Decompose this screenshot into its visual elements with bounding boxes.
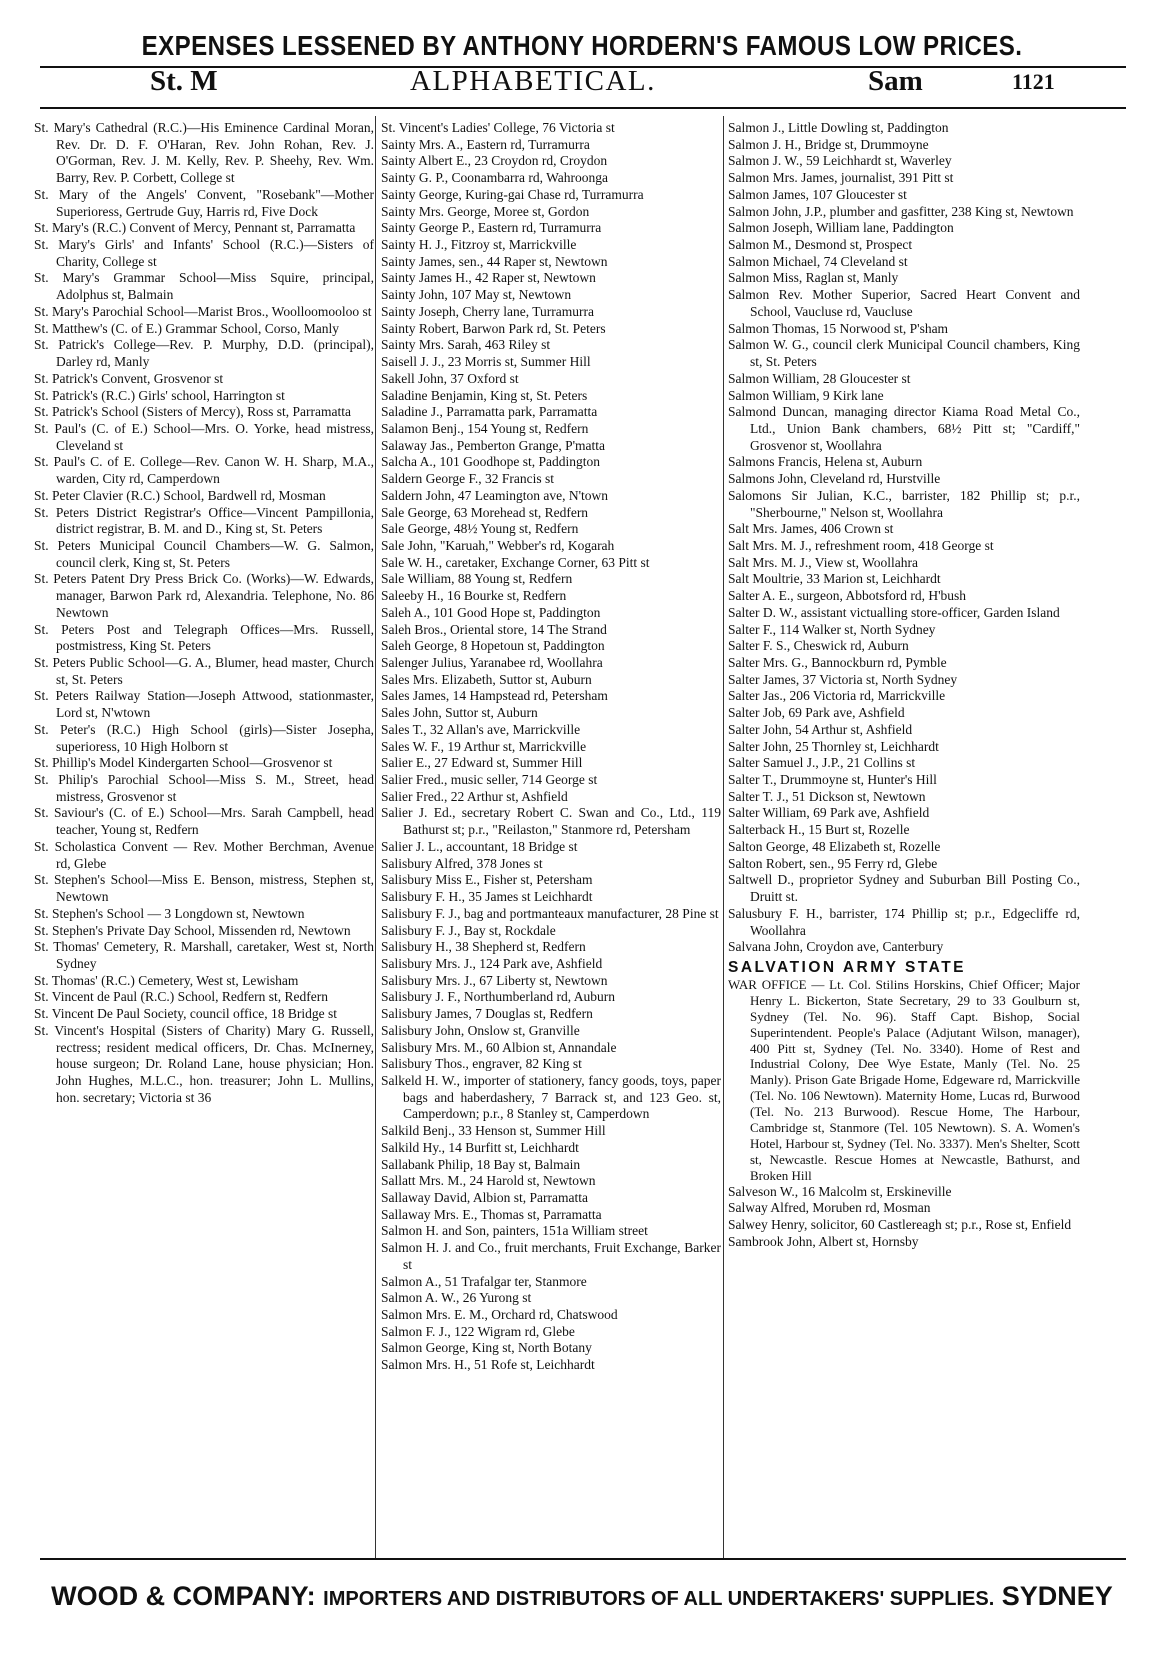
- directory-entry: Salter F., 114 Walker st, North Sydney: [728, 621, 936, 637]
- directory-entry: Salmon Mrs. H., 51 Rofe st, Leichhardt: [381, 1357, 595, 1373]
- directory-entry: Salisbury F. J., Bay st, Rockdale: [381, 922, 556, 938]
- directory-entry: St. Vincent De Paul Society, council office, 18 Bridge st: [34, 1006, 338, 1022]
- directory-entry: Salmon Mrs. E. M., Orchard rd, Chatswood: [381, 1307, 618, 1323]
- directory-entry: St. Stephen's School — 3 Longdown st, Newtown: [34, 905, 305, 921]
- directory-entry: Salmon Joseph, William lane, Paddington: [728, 220, 954, 236]
- directory-entry: Sainty James, sen., 44 Raper st, Newtown: [381, 253, 608, 269]
- directory-entry: Sale George, 63 Morehead st, Redfern: [381, 504, 589, 520]
- directory-entry: Salmon M., Desmond st, Prospect: [728, 237, 913, 253]
- directory-entry: Salter A. E., surgeon, Abbotsford rd, H'bush: [728, 588, 967, 604]
- header-left-guide-word: St. M: [150, 65, 218, 97]
- directory-entry: Saladine J., Parramatta park, Parramatta: [381, 404, 598, 420]
- directory-entry: St. Paul's C. of E. College—Rev. Canon W. H. Sharp, M.A., warden, City rd, Camperdown: [34, 454, 374, 487]
- directory-entry: Salmon George, King st, North Botany: [381, 1340, 592, 1356]
- directory-entry: Salt Mrs. M. J., refreshment room, 418 George st: [728, 537, 994, 553]
- directory-entry: St. Peter Clavier (R.C.) School, Bardwell rd, Mosman: [34, 487, 326, 503]
- directory-entry: Sales T., 32 Allan's ave, Marrickville: [381, 721, 581, 737]
- directory-entry: Salt Moultrie, 33 Marion st, Leichhardt: [728, 571, 941, 587]
- directory-entry: St. Mary's Parochial School—Marist Bros., Woolloomooloo st: [34, 303, 372, 319]
- directory-entry: Sainty George, Kuring-gai Chase rd, Turramurra: [381, 186, 644, 202]
- directory-entry: Salisbury F. H., 35 James st Leichhardt: [381, 889, 593, 905]
- directory-entry: Salier Fred., music seller, 714 George st: [381, 772, 598, 788]
- directory-entry: Salisbury J. F., Northumberland rd, Auburn: [381, 989, 616, 1005]
- directory-entry: Sainty George P., Eastern rd, Turramurra: [381, 220, 602, 236]
- directory-entry: Salterback H., 15 Burt st, Rozelle: [728, 822, 910, 838]
- directory-entry: Sainty Mrs. Sarah, 463 Riley st: [381, 337, 551, 353]
- directory-entry: Sallabank Philip, 18 Bay st, Balmain: [381, 1156, 581, 1172]
- directory-entry: Saleh A., 101 Good Hope st, Paddington: [381, 604, 601, 620]
- directory-entry: Salcha A., 101 Goodhope st, Paddington: [381, 454, 600, 470]
- directory-entry: Sainty Robert, Barwon Park rd, St. Peters: [381, 320, 606, 336]
- header-right-guide-word: Sam: [868, 65, 923, 97]
- directory-entry: St. Matthew's (C. of E.) Grammar School, Corso, Manly: [34, 320, 340, 336]
- top-advertisement-banner: EXPENSES LESSENED BY ANTHONY HORDERN'S FAMOUS LOW PRICES.: [141, 30, 1023, 61]
- directory-entry: Salter D. W., assistant victualling store-officer, Garden Island: [728, 604, 1060, 620]
- directory-entry: Salvana John, Croydon ave, Canterbury: [728, 939, 944, 955]
- directory-entry: Sainty Joseph, Cherry lane, Turramurra: [381, 303, 594, 319]
- directory-entry: St. Stephen's School—Miss E. Benson, mistress, Stephen st, Newtown: [34, 872, 374, 905]
- directory-column-2: [381, 120, 721, 1556]
- directory-entry: Sainty Albert E., 23 Croydon rd, Croydon: [381, 153, 608, 169]
- directory-entry: Salmon A. W., 26 Yurong st: [381, 1290, 532, 1306]
- directory-entry: Sainty Mrs. A., Eastern rd, Turramurra: [381, 136, 590, 152]
- directory-entry: St. Mary's (R.C.) Convent of Mercy, Pennant st, Parramatta: [34, 220, 356, 236]
- advertiser-name: WOOD & COMPANY:: [51, 1581, 316, 1611]
- directory-entry: St. Saviour's (C. of E.) School—Mrs. Sarah Campbell, head teacher, Young st, Redfern: [34, 805, 374, 838]
- directory-entry: St. Peters Railway Station—Joseph Attwood, stationmaster, Lord st, N'wtown: [34, 688, 374, 721]
- directory-entry: Salisbury Mrs. J., 67 Liberty st, Newtown: [381, 972, 608, 988]
- directory-entry: St. Patrick's School (Sisters of Mercy), Ross st, Parramatta: [34, 404, 352, 420]
- header-rule: [40, 107, 1126, 109]
- directory-entry: Salmon J. H., Bridge st, Drummoyne: [728, 136, 929, 152]
- directory-entry: Salmons John, Cleveland rd, Hurstville: [728, 471, 941, 487]
- directory-entry: Salmon John, J.P., plumber and gasfitter, 238 King st, Newtown: [728, 203, 1074, 219]
- directory-entry: St. Peters Patent Dry Press Brick Co. (Works)—W. Edwards, manager, Barwon Park rd, Alexandria. Telephone, No. 86 Newtown: [34, 571, 374, 620]
- directory-entry: Salmon H. and Son, painters, 151a William street: [381, 1223, 648, 1239]
- directory-entry: Salisbury Miss E., Fisher st, Petersham: [381, 872, 593, 888]
- directory-entry: Salier J. L., accountant, 18 Bridge st: [381, 838, 578, 854]
- directory-entry: Sales James, 14 Hampstead rd, Petersham: [381, 688, 608, 704]
- column-3-entries-after: [728, 1184, 1080, 1251]
- directory-entry: St. Stephen's Private Day School, Missenden rd, Newtown: [34, 922, 351, 938]
- directory-entry: St. Mary of the Angels' Convent, "Rosebank"—Mother Superioress, Gertrude Guy, Harris rd, Five Dock: [34, 186, 374, 219]
- directory-entry: Salter Samuel J., J.P., 21 Collins st: [728, 755, 916, 771]
- directory-entry: Salmon J. W., 59 Leichhardt st, Waverley: [728, 153, 952, 169]
- directory-entry: St. Vincent de Paul (R.C.) School, Redfern st, Redfern: [34, 989, 329, 1005]
- directory-entry: St. Peter's (R.C.) High School (girls)—Sister Josepha, superioress, 10 High Holborn st: [34, 721, 374, 754]
- directory-entry: Salisbury Alfred, 378 Jones st: [381, 855, 543, 871]
- directory-entry: Salaway Jas., Pemberton Grange, P'matta: [381, 437, 606, 453]
- page-number: 1121: [1012, 69, 1055, 94]
- directory-entry: St. Peters Public School—G. A., Blumer, head master, Church st, St. Peters: [34, 655, 374, 687]
- directory-entry: Sallaway Mrs. E., Thomas st, Parramatta: [381, 1206, 602, 1222]
- column-divider: [723, 116, 724, 1558]
- directory-entry: Salmon Mrs. James, journalist, 391 Pitt st: [728, 170, 954, 186]
- directory-entry: Salveson W., 16 Malcolm st, Erskineville: [728, 1183, 952, 1199]
- page-header: [0, 65, 1164, 105]
- directory-column-3: [728, 120, 1080, 1556]
- directory-entry: St. Patrick's College—Rev. P. Murphy, D.D. (principal), Darley rd, Manly: [34, 337, 374, 370]
- directory-entry: Sainty Mrs. George, Moree st, Gordon: [381, 203, 590, 219]
- directory-entry: Sallatt Mrs. M., 24 Harold st, Newtown: [381, 1173, 596, 1189]
- directory-entry: Salton Robert, sen., 95 Ferry rd, Glebe: [728, 855, 938, 871]
- directory-entry: Sallaway David, Albion st, Parramatta: [381, 1190, 588, 1205]
- directory-entry: Salier E., 27 Edward st, Summer Hill: [381, 755, 583, 771]
- directory-entry: Salomons Sir Julian, K.C., barrister, 182 Phillip st; p.r., "Sherbourne," Nelson st, Woollahra: [728, 487, 1080, 520]
- directory-entry: Sales Mrs. Elizabeth, Suttor st, Auburn: [381, 671, 592, 687]
- directory-entry: Sale George, 48½ Young st, Redfern: [381, 521, 579, 537]
- directory-entry: St. Mary's Grammar School—Miss Squire, principal, Adolphus st, Balmain: [34, 270, 374, 303]
- directory-entry: Salisbury Mrs. J., 124 Park ave, Ashfield: [381, 955, 603, 971]
- directory-entry: Salter James, 37 Victoria st, North Sydney: [728, 671, 958, 687]
- directory-entry: Salier Fred., 22 Arthur st, Ashfield: [381, 788, 568, 804]
- bottom-rule: [40, 1558, 1126, 1560]
- directory-entry: Saladine Benjamin, King st, St. Peters: [381, 387, 588, 403]
- directory-entry: Salisbury F. J., bag and portmanteaux manufacturer, 28 Pine st: [381, 905, 719, 921]
- column-3-entries-before: [728, 120, 1080, 956]
- directory-entry: Sainty James H., 42 Raper st, Newtown: [381, 270, 596, 286]
- directory-entry: Sales W. F., 19 Arthur st, Marrickville: [381, 738, 587, 754]
- directory-entry: St. Vincent's Ladies' College, 76 Victoria st: [381, 120, 615, 135]
- directory-entry: Salisbury John, Onslow st, Granville: [381, 1022, 580, 1038]
- directory-entry: St. Patrick's Convent, Grosvenor st: [34, 370, 224, 386]
- directory-entry: Salisbury James, 7 Douglas st, Redfern: [381, 1006, 593, 1022]
- directory-entry: Salter John, 54 Arthur st, Ashfield: [728, 721, 913, 737]
- directory-column-1: [34, 120, 374, 1556]
- directory-entry: Salmons Francis, Helena st, Auburn: [728, 454, 923, 470]
- directory-entry: Salt Mrs. James, 406 Crown st: [728, 521, 894, 537]
- directory-entry: Salter T. J., 51 Dickson st, Newtown: [728, 788, 926, 804]
- directory-entry: Saldern John, 47 Leamington ave, N'town: [381, 487, 609, 503]
- directory-entry: St. Thomas' Cemetery, R. Marshall, caretaker, West st, North Sydney: [34, 939, 374, 971]
- directory-entry: St. Vincent's Hospital (Sisters of Charity) Mary G. Russell, rectress; resident medical officers, Dr. Chas. McInerney, house surgeon; Dr. Roland Lane, house physician; Hon. John Hughes, M.L.C., hon. treasurer; John L. Mullins, hon. secretary; Victoria st 36: [34, 1022, 374, 1105]
- directory-entry: St. Mary's Cathedral (R.C.)—His Eminence Cardinal Moran, Rev. Dr. D. F. O'Haran, Rev. John Rohan, Rev. J. O'Gorman, Rev. J. M. Kelly, Rev. P. Sheehy, Rev. Wm. Barry, Rev. P. Corbett, College st: [34, 120, 374, 186]
- directory-entry: Sainty John, 107 May st, Newtown: [381, 287, 572, 303]
- directory-entry: St. Patrick's (R.C.) Girls' school, Harrington st: [34, 387, 285, 403]
- salvation-army-heading: SALVATION ARMY STATE: [728, 958, 967, 976]
- directory-entry: Salter Mrs. G., Bannockburn rd, Pymble: [728, 655, 947, 670]
- directory-entry: Salisbury H., 38 Shepherd st, Redfern: [381, 939, 586, 955]
- directory-entry: Salmon James, 107 Gloucester st: [728, 186, 907, 202]
- directory-entry: Saleh George, 8 Hopetoun st, Paddington: [381, 638, 605, 654]
- directory-entry: St. Phillip's Model Kindergarten School—Grosvenor st: [34, 755, 333, 771]
- directory-entry: St. Peters Municipal Council Chambers—W. G. Salmon, council clerk, King st, St. Peters: [34, 537, 374, 570]
- directory-entry: Sakell John, 37 Oxford st: [381, 370, 519, 386]
- directory-entry: Salmond Duncan, managing director Kiama Road Metal Co., Ltd., Union Bank chambers, 68½ Pitt st; "Cardiff," Grosvenor st, Woollahra: [728, 404, 1080, 453]
- directory-entry: Salisbury Thos., engraver, 82 King st: [381, 1056, 582, 1072]
- directory-entry: Salier J. Ed., secretary Robert C. Swan and Co., Ltd., 119 Bathurst st; p.r., "Reilaston," Stanmore rd, Petersham: [381, 805, 721, 838]
- directory-entry: Salmon Michael, 74 Cleveland st: [728, 253, 908, 269]
- directory-entry: Sales John, Suttor st, Auburn: [381, 705, 538, 721]
- salvation-army-entry: WAR OFFICE — Lt. Col. Stilins Horskins, Chief Officer; Major Henry L. Bickerton, State Secretary, 29 to 33 Goulburn st, Sydney (Tel. No. 96). Staff Capt. Bishop, Social Superintendent. People's Palace (Adjutant Wilson, manager), 400 Pitt st, Sydney (Tel. No. 3340). Home of Rest and Industrial Colony, Dee Wye Estate, Manly (Tel. No. 25 Manly). Prison Gate Brigade Home, Edgeware rd, Marrickville (Tel. No. 106 Newtown). Maternity Home, Lucas rd, Burwood (Tel. No. 213 Burwood). Rescue Home, The Harbour, Cambridge st, Stanmore (Tel. 105 Newtown). S. A. Women's Hotel, Harbour st, Sydney (Tel. No. 3337). Men's Shelter, Scott st, Newcastle. Rescue Homes at Newcastle, Bathurst, and Broken Hill: [728, 976, 1080, 1183]
- directory-entry: Salisbury Mrs. M., 60 Albion st, Annandale: [381, 1039, 617, 1055]
- directory-entry: Salmon William, 28 Gloucester st: [728, 370, 911, 386]
- directory-entry: Saltwell D., proprietor Sydney and Suburban Bill Posting Co., Druitt st.: [728, 872, 1080, 905]
- directory-entry: Salwey Henry, solicitor, 60 Castlereagh st; p.r., Rose st, Enfield: [728, 1217, 1072, 1233]
- directory-entry: St. Philip's Parochial School—Miss S. M., Street, head mistress, Grosvenor st: [34, 772, 374, 804]
- directory-entry: St. Thomas' (R.C.) Cemetery, West st, Lewisham: [34, 972, 299, 988]
- directory-entry: Salmon Miss, Raglan st, Manly: [728, 270, 899, 286]
- directory-entry: Salenger Julius, Yaranabee rd, Woollahra: [381, 655, 603, 670]
- directory-entry: Salmon J., Little Dowling st, Paddington: [728, 120, 949, 135]
- directory-entry: Salusbury F. H., barrister, 174 Phillip st; p.r., Edgecliffe rd, Woollahra: [728, 905, 1080, 938]
- directory-entry: Salkeld H. W., importer of stationery, fancy goods, toys, paper bags and haberdashery, 7 Barrack st, and 123 Geo. st, Camperdown; p.r., 8 Stanley st, Camperdown: [381, 1072, 721, 1122]
- directory-entry: Salmon A., 51 Trafalgar ter, Stanmore: [381, 1273, 587, 1289]
- directory-entry: Salkild Benj., 33 Henson st, Summer Hill: [381, 1123, 606, 1139]
- directory-entry: Saisell J. J., 23 Morris st, Summer Hill: [381, 354, 591, 370]
- header-section-title: ALPHABETICAL.: [410, 65, 656, 97]
- directory-entry: Saldern George F., 32 Francis st: [381, 471, 555, 487]
- directory-entry: Saleh Bros., Oriental store, 14 The Strand: [381, 621, 607, 637]
- bottom-advertisement-banner: [0, 1581, 1164, 1612]
- directory-entry: Salmon W. G., council clerk Municipal Council chambers, King st, St. Peters: [728, 337, 1080, 370]
- directory-entry: Sale William, 88 Young st, Redfern: [381, 571, 573, 587]
- directory-entry: Salmon F. J., 122 Wigram rd, Glebe: [381, 1323, 575, 1339]
- directory-entry: St. Scholastica Convent — Rev. Mother Berchman, Avenue rd, Glebe: [34, 838, 374, 871]
- directory-entry: St. Paul's (C. of E.) School—Mrs. O. Yorke, head mistress, Cleveland st: [34, 420, 374, 453]
- directory-entry: Salt Mrs. M. J., View st, Woollahra: [728, 554, 918, 570]
- directory-entry: Salamon Benj., 154 Young st, Redfern: [381, 420, 589, 436]
- directory-entry: Salter F. S., Cheswick rd, Auburn: [728, 638, 909, 654]
- directory-entry: Sale John, "Karuah," Webber's rd, Kogarah: [381, 537, 615, 553]
- directory-entry: Salmon Rev. Mother Superior, Sacred Heart Convent and School, Vaucluse rd, Vaucluse: [728, 287, 1080, 319]
- directory-entry: Sainty H. J., Fitzroy st, Marrickville: [381, 237, 577, 253]
- directory-entry: Saleeby H., 16 Bourke st, Redfern: [381, 588, 567, 604]
- advertiser-city: SYDNEY: [1001, 1581, 1113, 1611]
- directory-entry: Salway Alfred, Moruben rd, Mosman: [728, 1200, 931, 1216]
- directory-entry: Salter T., Drummoyne st, Hunter's Hill: [728, 772, 937, 788]
- directory-entry: Salmon William, 9 Kirk lane: [728, 387, 884, 403]
- directory-entry: St. Mary's Girls' and Infants' School (R.C.)—Sisters of Charity, College st: [34, 237, 374, 269]
- directory-entry: Sale W. H., caretaker, Exchange Corner, 63 Pitt st: [381, 554, 650, 570]
- directory-entry: Salton George, 48 Elizabeth st, Rozelle: [728, 838, 941, 854]
- directory-entry: Sainty G. P., Coonambarra rd, Wahroonga: [381, 170, 609, 186]
- directory-entry: Salter William, 69 Park ave, Ashfield: [728, 805, 930, 821]
- directory-entry: St. Peters District Registrar's Office—Vincent Pampillonia, district registrar, B. M. and D., King st, St. Peters: [34, 504, 374, 537]
- directory-entry: St. Peters Post and Telegraph Offices—Mrs. Russell, postmistress, King St. Peters: [34, 621, 374, 654]
- directory-entry: Sambrook John, Albert st, Hornsby: [728, 1233, 919, 1249]
- directory-entry: Salmon Thomas, 15 Norwood st, P'sham: [728, 320, 949, 336]
- directory-entry: Salter Job, 69 Park ave, Ashfield: [728, 705, 905, 721]
- directory-entry: Salter Jas., 206 Victoria rd, Marrickville: [728, 688, 946, 704]
- advertiser-tagline: IMPORTERS AND DISTRIBUTORS OF ALL UNDERTAKERS' SUPPLIES.: [323, 1588, 995, 1610]
- directory-entry: Salmon H. J. and Co., fruit merchants, Fruit Exchange, Barker st: [381, 1240, 721, 1272]
- column-divider: [375, 116, 376, 1558]
- directory-entry: Salkild Hy., 14 Burfitt st, Leichhardt: [381, 1139, 579, 1155]
- directory-entry: Salter John, 25 Thornley st, Leichhardt: [728, 738, 939, 754]
